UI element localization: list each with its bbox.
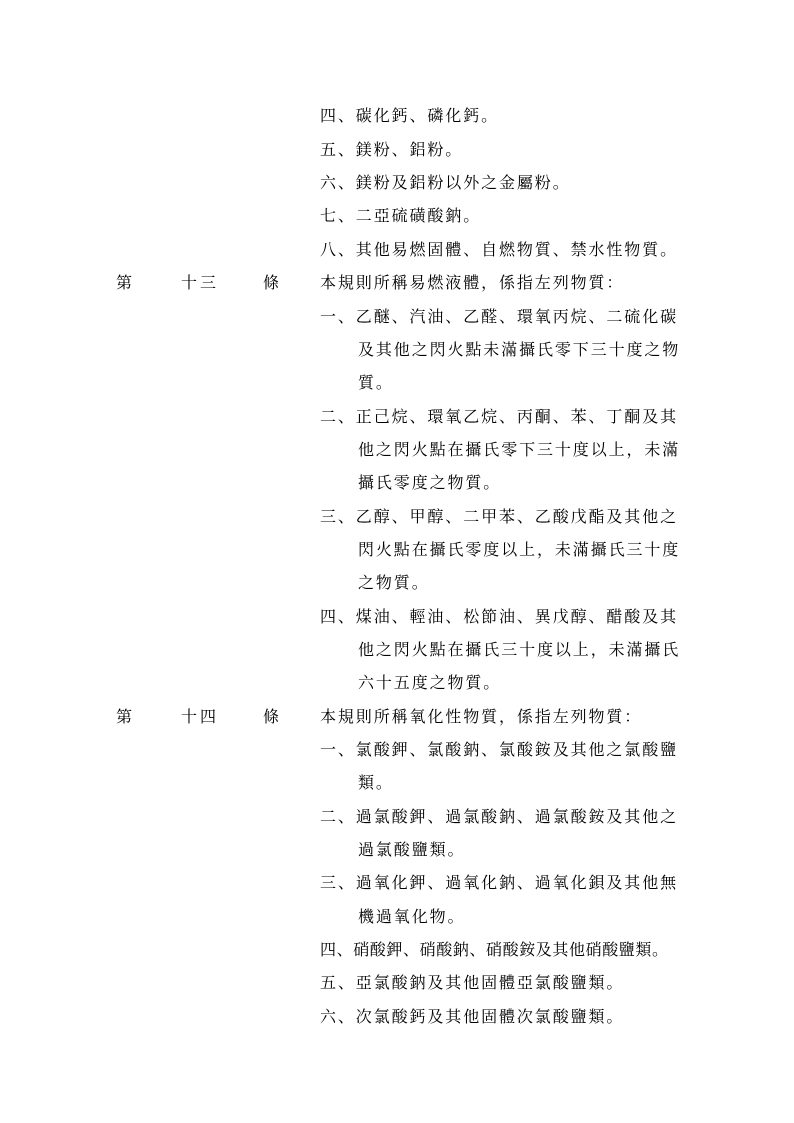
article-13-di: 第 — [116, 273, 133, 292]
list-item: 三、乙醇、甲醇、二甲苯、乙酸戊酯及其他之 — [320, 507, 679, 526]
list-item-continuation: 過氯酸鹽類。 — [358, 840, 466, 859]
article-14-number: 十四 — [181, 707, 220, 726]
list-item: 一、乙醚、汽油、乙醛、環氧丙烷、二硫化碳 — [320, 307, 679, 326]
list-item-continuation: 質。 — [358, 373, 394, 392]
list-item-continuation: 他之閃火點在攝氏三十度以上，未滿攝氏 — [358, 640, 681, 659]
list-item: 六、次氯酸鈣及其他固體次氯酸鹽類。 — [320, 1007, 625, 1026]
list-item: 三、過氧化鉀、過氧化鈉、過氧化鋇及其他無 — [320, 873, 679, 892]
list-item-continuation: 攝氏零度之物質。 — [358, 473, 502, 492]
list-item: 六、鎂粉及鋁粉以外之金屬粉。 — [320, 173, 571, 192]
list-item: 二、正己烷、環氧乙烷、丙酮、苯、丁酮及其 — [320, 407, 679, 426]
list-item: 一、氯酸鉀、氯酸鈉、氯酸銨及其他之氯酸鹽 — [320, 740, 679, 759]
list-item: 四、碳化鈣、磷化鈣。 — [320, 106, 500, 125]
list-item: 四、煤油、輕油、松節油、異戊醇、醋酸及其 — [320, 607, 679, 626]
article-14-di: 第 — [116, 707, 133, 726]
list-item-continuation: 之物質。 — [358, 573, 430, 592]
article-14-intro: 本規則所稱氧化性物質，係指左列物質： — [320, 707, 643, 726]
article-13-intro: 本規則所稱易燃液體，係指左列物質： — [320, 273, 625, 292]
list-item-continuation: 閃火點在攝氏零度以上，未滿攝氏三十度 — [358, 540, 681, 559]
list-item-continuation: 類。 — [358, 773, 394, 792]
list-item: 二、過氯酸鉀、過氯酸鈉、過氯酸銨及其他之 — [320, 807, 679, 826]
article-14-tiao: 條 — [263, 707, 280, 726]
list-item-continuation: 他之閃火點在攝氏零下三十度以上，未滿 — [358, 440, 681, 459]
list-item-continuation: 及其他之閃火點未滿攝氏零下三十度之物 — [358, 340, 681, 359]
list-item-continuation: 機過氧化物。 — [358, 907, 466, 926]
list-item: 五、亞氯酸鈉及其他固體亞氯酸鹽類。 — [320, 973, 625, 992]
list-item: 八、其他易燃固體、自燃物質、禁水性物質。 — [320, 240, 679, 259]
list-item-continuation: 六十五度之物質。 — [358, 673, 502, 692]
list-item: 五、鎂粉、鋁粉。 — [320, 140, 464, 159]
list-item: 七、二亞硫磺酸鈉。 — [320, 206, 482, 225]
article-13-number: 十三 — [181, 273, 220, 292]
list-item: 四、硝酸鉀、硝酸鈉、硝酸銨及其他硝酸鹽類。 — [320, 940, 669, 959]
article-13-tiao: 條 — [263, 273, 280, 292]
